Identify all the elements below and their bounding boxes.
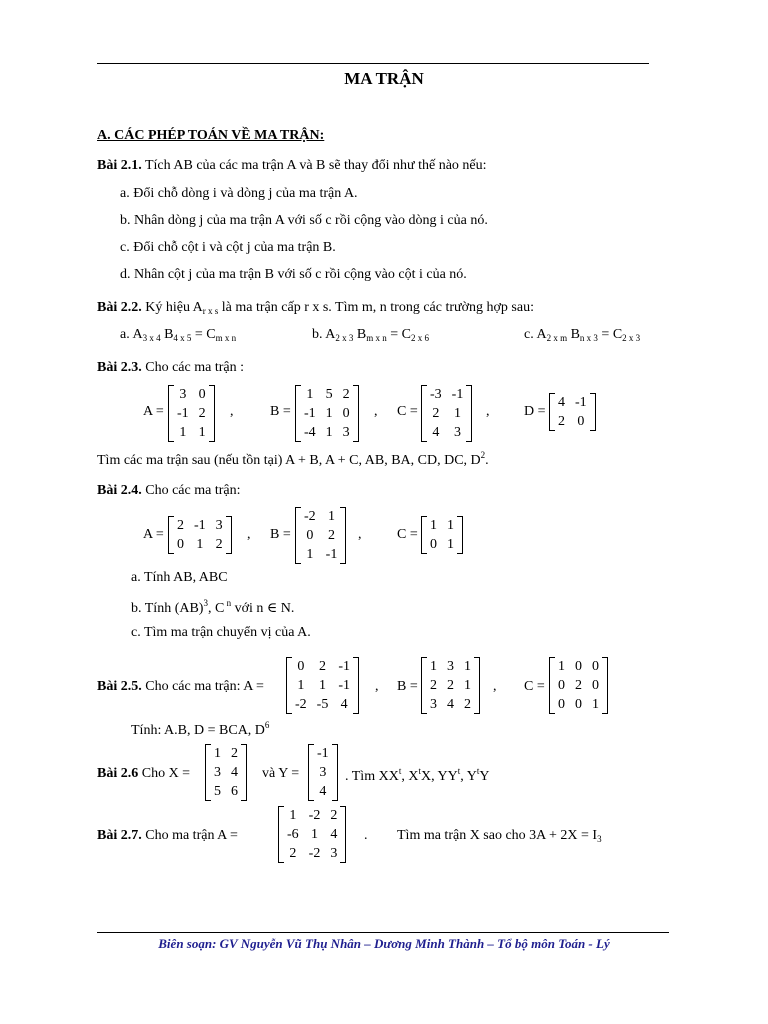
- find-text: Tìm ma trận X sao cho $3A + 2X = I_3$: [397, 828, 602, 844]
- exercise-label: Bài 2.6: [97, 766, 139, 781]
- exercise-text: Tích AB của các ma trận A và B sẽ thay đổi như thế nào nếu:: [141, 158, 487, 173]
- list-item: b. Tính (AB)$^3$, C $^n$ với n ∈ N.: [131, 598, 295, 616]
- exercise-label: Bài 2.2.: [97, 300, 142, 315]
- comma: ,: [247, 527, 251, 542]
- matrix-d: [549, 393, 596, 431]
- matrix-cell: 1: [196, 537, 204, 552]
- exercise-text: Cho các ma trận :: [141, 360, 244, 375]
- matrix-cell: 2: [342, 387, 350, 402]
- left-bracket: [205, 744, 212, 801]
- matrix-cell: 4: [231, 765, 238, 780]
- matrix-cell: -2: [304, 509, 316, 524]
- matrix-c: [421, 385, 472, 442]
- matrix-b: [295, 385, 359, 442]
- exercise-label: Bài 2.3.: [97, 360, 142, 375]
- page-title: MA TRẬN: [344, 69, 424, 88]
- matrix-cell: -1: [338, 678, 351, 693]
- matrix-cell: -2: [308, 846, 321, 861]
- exercise-2-1: [97, 158, 487, 174]
- matrix-cell: 4: [319, 784, 327, 799]
- comma: ,: [493, 679, 497, 694]
- exercise-2-2: [97, 300, 534, 316]
- right-bracket: [352, 385, 359, 442]
- footer-credit: Biên soạn: GV Nguyễn Vũ Thụ Nhân – Dương Minh Thành – Tổ bộ môn Toán - Lý: [158, 936, 610, 951]
- left-bracket: [549, 657, 556, 714]
- matrix-a: [286, 657, 359, 714]
- matrix-cell: -3: [430, 387, 442, 402]
- left-bracket: [308, 744, 315, 801]
- matrix-cell: 0: [575, 659, 582, 674]
- matrix-cell: 3: [454, 425, 461, 440]
- footer-rule: [97, 932, 669, 933]
- case-a: a. $A_{3 x 4}$ $B_{4 x 5} = C_{m x n}$: [120, 327, 237, 343]
- matrix-cell: 1: [325, 406, 333, 421]
- matrix-cell: 0: [177, 537, 184, 552]
- comma: ,: [358, 527, 362, 542]
- matrix-cell: 3: [214, 765, 221, 780]
- right-bracket: [456, 516, 463, 554]
- exercise-text: và Y =: [262, 766, 300, 781]
- exercise-2-5: [97, 679, 264, 695]
- right-bracket: [473, 657, 480, 714]
- matrix-cell: 1: [558, 659, 565, 674]
- right-bracket: [589, 393, 596, 431]
- right-bracket: [331, 744, 338, 801]
- matrix-cell: -1: [304, 406, 316, 421]
- matrix-cell: 1: [198, 425, 206, 440]
- matrix-cell: 1: [430, 518, 437, 533]
- matrix-cell: 3: [430, 697, 437, 712]
- matrix-cell: 0: [558, 697, 565, 712]
- matrix-cell: -1: [177, 406, 189, 421]
- section-heading: A. CÁC PHÉP TOÁN VỀ MA TRẬN:: [97, 128, 325, 143]
- matrix-cell: 2: [464, 697, 471, 712]
- matrix-cell: 1: [447, 537, 454, 552]
- right-bracket: [339, 806, 346, 863]
- matrix-b: [421, 657, 480, 714]
- matrix-cell: 4: [558, 395, 565, 410]
- list-item: c. Đổi chỗ cột i và cột j của ma trận B.: [120, 240, 336, 255]
- matrix-label-c: C =: [397, 404, 418, 419]
- top-rule: [97, 63, 649, 64]
- matrix-cell: 2: [330, 808, 338, 823]
- exercise-text: Ký hiệu A: [141, 300, 203, 315]
- exercise-2-3: [97, 360, 244, 376]
- list-item: b. Nhân dòng j của ma trận A với số c rồi cộng vào dòng i của nó.: [120, 213, 488, 228]
- matrix-cell: 3: [330, 846, 338, 861]
- matrix-label-a: A =: [143, 404, 164, 419]
- comma: ,: [486, 404, 490, 419]
- matrix-cell: -5: [316, 697, 329, 712]
- matrix-cell: 0: [342, 406, 350, 421]
- matrix-cell: 1: [306, 547, 314, 562]
- exercise-label: Bài 2.5.: [97, 679, 142, 694]
- right-bracket: [225, 516, 232, 554]
- left-bracket: [168, 516, 175, 554]
- matrix-cell: 1: [454, 406, 461, 421]
- matrix-label-d: D =: [524, 404, 546, 419]
- matrix-cell: 3: [319, 765, 327, 780]
- left-bracket: [421, 516, 428, 554]
- find-text: . Tìm $XX^t$, $X^tX$, $YY^t$, $Y^tY$: [345, 766, 490, 784]
- matrix-cell: 1: [328, 509, 335, 524]
- matrix-cell: 2: [432, 406, 440, 421]
- right-bracket: [339, 507, 346, 564]
- matrix-cell: 2: [198, 406, 206, 421]
- comma: ,: [374, 404, 378, 419]
- exercise-label: Bài 2.1.: [97, 158, 142, 173]
- right-bracket: [208, 385, 215, 442]
- matrix-c: [421, 516, 463, 554]
- matrix-cell: 2: [328, 528, 335, 543]
- matrix-cell: 2: [177, 518, 184, 533]
- matrix-cell: 4: [432, 425, 440, 440]
- matrix-c: [549, 657, 608, 714]
- left-bracket: [286, 657, 293, 714]
- matrix-cell: 1: [592, 697, 599, 712]
- matrix-a: [278, 806, 346, 863]
- matrix-cell: 0: [575, 697, 582, 712]
- matrix-cell: 0: [198, 387, 206, 402]
- matrix-cell: 6: [231, 784, 238, 799]
- matrix-cell: 4: [447, 697, 454, 712]
- matrix-label-a: A =: [143, 527, 164, 542]
- matrix-cell: 2: [558, 414, 565, 429]
- list-item: c. Tìm ma trận chuyển vị của A.: [131, 625, 311, 640]
- matrix-cell: 1: [447, 518, 454, 533]
- matrix-cell: 1: [179, 425, 187, 440]
- matrix-cell: 1: [319, 678, 326, 693]
- matrix-cell: 3: [447, 659, 454, 674]
- matrix-cell: 5: [325, 387, 333, 402]
- exercise-label: Bài 2.7.: [97, 828, 142, 843]
- matrix-cell: -1: [317, 746, 329, 761]
- matrix-label-b: B =: [270, 527, 291, 542]
- matrix-cell: 5: [214, 784, 221, 799]
- matrix-cell: -1: [325, 547, 338, 562]
- case-b: b. $A_{2 x 3}$ $B_{m x n} = C_{2 x 6}$: [312, 327, 429, 343]
- exercise-text: Cho ma trận A =: [141, 828, 238, 843]
- left-bracket: [421, 385, 428, 442]
- calc-text: Tính: A.B, D = BCA, $D^6$: [131, 720, 270, 738]
- matrix-cell: 2: [215, 537, 223, 552]
- right-bracket: [601, 657, 608, 714]
- right-bracket: [240, 744, 247, 801]
- matrix-cell: 3: [215, 518, 223, 533]
- exercise-2-6: [97, 766, 190, 782]
- matrix-cell: 4: [330, 827, 338, 842]
- exercise-2-4: [97, 483, 240, 499]
- matrix-cell: 2: [575, 678, 582, 693]
- left-bracket: [549, 393, 556, 431]
- matrix-cell: 0: [592, 678, 599, 693]
- matrix-cell: -1: [338, 659, 351, 674]
- left-bracket: [278, 806, 285, 863]
- matrix-cell: 0: [558, 678, 565, 693]
- left-bracket: [295, 507, 302, 564]
- matrix-label-b: B =: [270, 404, 291, 419]
- comma: ,: [375, 679, 379, 694]
- matrix-cell: -2: [308, 808, 321, 823]
- left-bracket: [168, 385, 175, 442]
- exercise-text: Cho các ma trận: A =: [141, 679, 264, 694]
- period: .: [364, 828, 368, 843]
- matrix-cell: 0: [430, 537, 437, 552]
- case-c: c. $A_{2 x m}$ $B_{n x 3} = C_{2 x 3}$: [524, 327, 641, 343]
- matrix-cell: 1: [306, 387, 314, 402]
- matrix-y: [308, 744, 338, 801]
- matrix-cell: -1: [194, 518, 206, 533]
- matrix-cell: 2: [289, 846, 297, 861]
- matrix-cell: 1: [325, 425, 333, 440]
- matrix-cell: 0: [306, 528, 314, 543]
- list-item: a. Tính AB, ABC: [131, 570, 228, 585]
- exercise-text: Cho X =: [138, 766, 191, 781]
- matrix-cell: 0: [297, 659, 305, 674]
- matrix-cell: 1: [214, 746, 221, 761]
- matrix-x: [205, 744, 247, 801]
- matrix-cell: -6: [287, 827, 299, 842]
- subscript: r x s: [202, 306, 219, 316]
- right-bracket: [465, 385, 472, 442]
- list-item: d. Nhân cột j của ma trận B với số c rồi cộng vào cột i của nó.: [120, 267, 467, 282]
- matrix-cell: 4: [340, 697, 348, 712]
- matrix-label-b: B =: [397, 679, 418, 694]
- comma: ,: [230, 404, 234, 419]
- exercise-2-7: [97, 828, 238, 844]
- matrix-cell: 3: [179, 387, 187, 402]
- left-bracket: [421, 657, 428, 714]
- left-bracket: [295, 385, 302, 442]
- right-bracket: [352, 657, 359, 714]
- exercise-text: là ma trận cấp r x s. Tìm m, n trong các trường hợp sau:: [218, 300, 534, 315]
- matrix-label-c: C =: [524, 679, 545, 694]
- matrix-cell: 2: [447, 678, 454, 693]
- matrix-cell: 3: [342, 425, 350, 440]
- matrix-cell: 2: [430, 678, 437, 693]
- matrix-cell: 1: [311, 827, 318, 842]
- matrix-cell: 1: [289, 808, 297, 823]
- matrix-b: [295, 507, 346, 564]
- matrix-cell: 0: [592, 659, 599, 674]
- matrix-cell: 2: [319, 659, 326, 674]
- matrix-a: [168, 385, 215, 442]
- matrix-cell: 0: [577, 414, 585, 429]
- matrix-cell: 1: [464, 659, 471, 674]
- list-item: a. Đổi chỗ dòng i và dòng j của ma trận A.: [120, 186, 358, 201]
- matrix-cell: 2: [231, 746, 238, 761]
- matrix-label-c: C =: [397, 527, 418, 542]
- find-text: Tìm các ma trận sau (nếu tồn tại) A + B, A + C, AB, BA, CD, DC, $D^2$.: [97, 450, 489, 468]
- matrix-cell: -1: [575, 395, 587, 410]
- exercise-label: Bài 2.4.: [97, 483, 142, 498]
- matrix-cell: -1: [451, 387, 464, 402]
- matrix-cell: 1: [297, 678, 305, 693]
- matrix-cell: 1: [430, 659, 437, 674]
- matrix-cell: -4: [304, 425, 316, 440]
- matrix-a: [168, 516, 232, 554]
- matrix-cell: -2: [295, 697, 307, 712]
- exercise-text: Cho các ma trận:: [141, 483, 241, 498]
- matrix-cell: 1: [464, 678, 471, 693]
